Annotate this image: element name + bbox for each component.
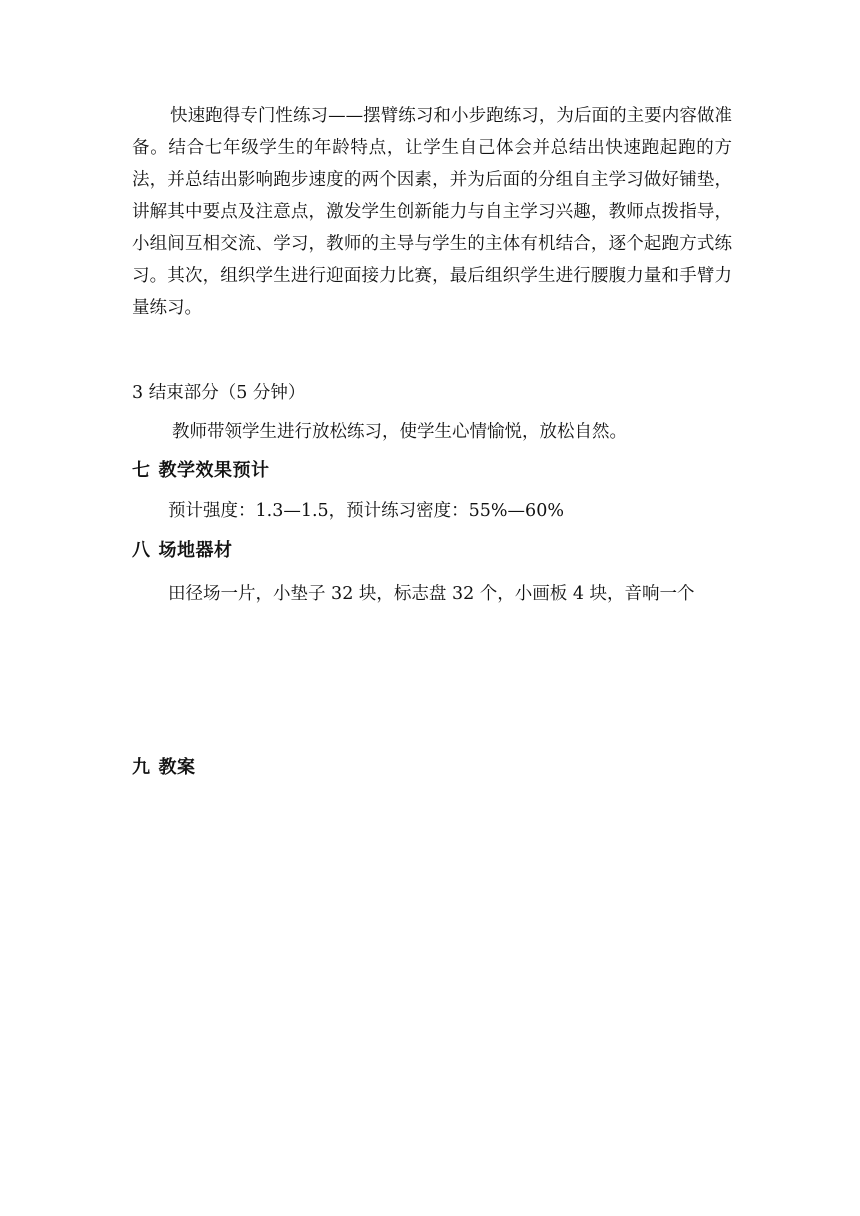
section-9-number: 九	[132, 757, 151, 778]
section-7-number: 七	[132, 460, 151, 481]
section-7-paragraph: 预计强度：1.3—1.5，预计练习密度：55%—60%	[168, 501, 564, 521]
section-3-paragraph: 教师带领学生进行放松练习，使学生心情愉悦，放松自然。	[172, 422, 627, 442]
section-7-heading	[132, 455, 732, 487]
section-7-title: 教学效果预计	[158, 460, 270, 481]
paragraph-main-content: 快速跑得专门性练习——摆臂练习和小步跑练习，为后面的主要内容做准备。结合七年级学生的年龄特点，让学生自己体会并总结出快速跑起跑的方法，并总结出影响跑步速度的两个因素，并为后面的分组自主学习做好铺垫，讲解其中要点及注意点，激发学生创新能力与自主学习兴趣，教师点拨指导，小组间互相交流、学习，教师的主导与学生的主体有机结合，逐个起跑方式练习。其次，组织学生进行迎面接力比赛，最后组织学生进行腰腹力量和手臂力量练习。	[132, 106, 732, 318]
section-8-number: 八	[132, 540, 151, 561]
section-9-heading	[132, 752, 732, 784]
section-8-title: 场地器材	[158, 540, 233, 561]
section-9-title: 教案	[158, 757, 196, 778]
section-8-heading	[132, 535, 732, 567]
section-8-paragraph: 田径场一片，小垫子 32 块，标志盘 32 个，小画板 4 块，音响一个	[168, 584, 695, 604]
section-3-heading: 3 结束部分（5 分钟）	[132, 383, 306, 403]
